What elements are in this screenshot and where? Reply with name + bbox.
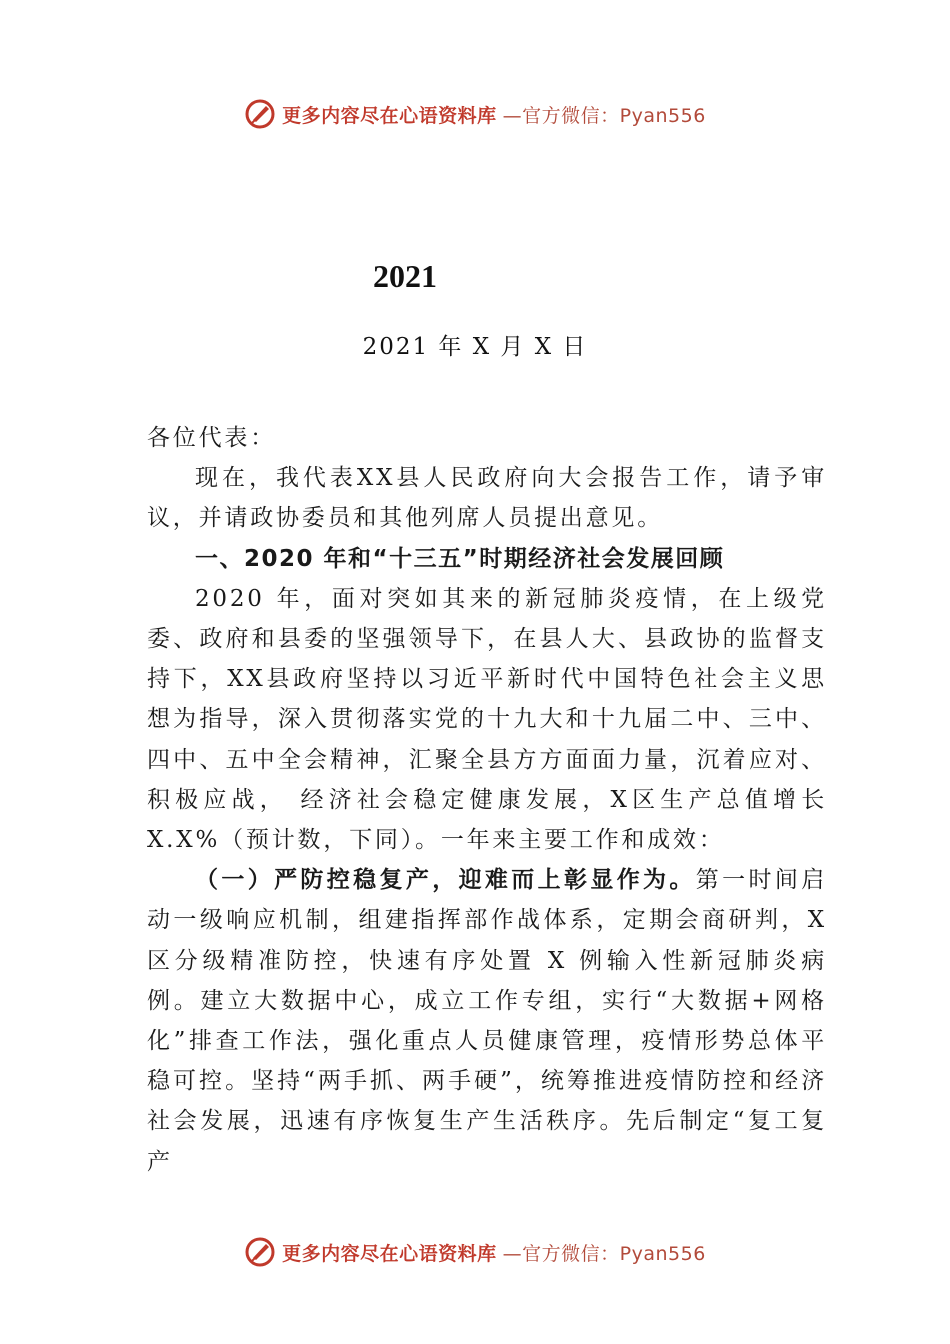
- subsection-heading: （一）严防控稳复产，迎难而上彰显作为。: [195, 866, 696, 894]
- intro-paragraph: 现在，我代表XX县人民政府向大会报告工作，请予审议，并请政协委员和其他列席人员提出意见。: [147, 465, 827, 532]
- document-title: 2021: [373, 258, 437, 294]
- salutation: 各位代表：: [147, 425, 276, 451]
- section-heading: 一、2020 年和“十三五”时期经济社会发展回顾: [195, 545, 725, 572]
- footer-banner: [0, 1232, 950, 1272]
- quill-seal-icon: [244, 98, 276, 130]
- banner-main-text: 更多内容尽在心语资料库: [282, 1242, 497, 1265]
- banner-wechat-text: —官方微信：Pyan556: [502, 104, 706, 127]
- header-banner: [0, 94, 950, 134]
- banner-wechat-text: —官方微信：Pyan556: [502, 1242, 706, 1265]
- document-body: [147, 418, 827, 1182]
- document-date: 2021 年 X 月 X 日: [362, 334, 588, 360]
- review-paragraph: 2020 年，面对突如其来的新冠肺炎疫情，在上级党委、政府和县委的坚强领导下，在县人大、县政协的监督支持下，XX县政府坚持以习近平新时代中国特色社会主义思想为指导，深入贯彻落实党的十九大和十九届二中、三中、四中、五中全会精神，汇聚全县方方面面力量，沉着应对、积极应战， 经济社会稳定健康发展，X区生产总值增长 X.X%（预计数，下同）。一年来主要工作和成效：: [147, 585, 827, 854]
- quill-seal-icon: [244, 1236, 276, 1268]
- subsection-body: 第一时间启动一级响应机制，组建指挥部作战体系，定期会商研判，X区分级精准防控，快速有序处置 X 例输入性新冠肺炎病例。建立大数据中心，成立工作专组，实行“大数据+网格化”排查工作法，强化重点人员健康管理，疫情形势总体平稳可控。坚持“两手抓、两手硬”，统筹推进疫情防控和经济社会发展，迅速有序恢复生产生活秩序。先后制定“复工复产: [147, 867, 828, 1175]
- banner-main-text: 更多内容尽在心语资料库: [282, 104, 497, 127]
- subsection-paragraph: [147, 860, 827, 1182]
